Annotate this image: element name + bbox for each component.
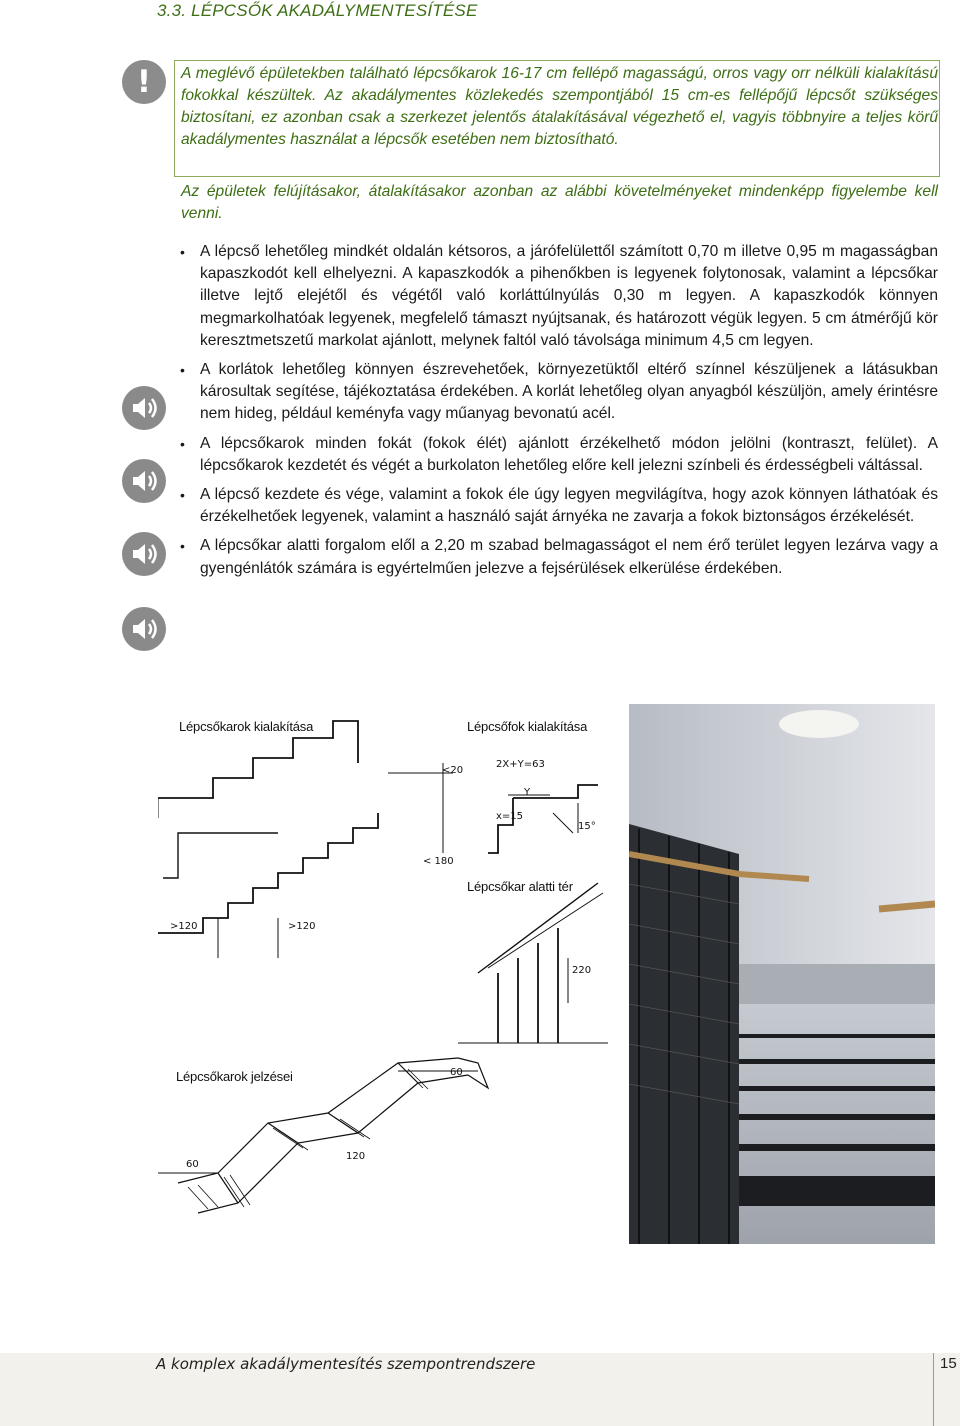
page-number: 15 — [940, 1355, 957, 1372]
speaker-icon — [122, 459, 166, 503]
list-item-text: A lépcső kezdete és vége, valamint a fokok éle úgy legyen megvilágítva, hogy azok könnyen láthatóak és érzékelhetőek legyenek, valamint a használó saját árnyéka ne zavarja a fokok biztonságos érzékelését. — [200, 486, 938, 526]
list-item-text: A korlátok lehetőleg könnyen észrevehetőek, környezetüktől eltérő színnel készüljenek a látásukban károsultak segítése, tájékoztatása érdekében. A korlát lehetőleg olyan anyagból készüljön, amely érintésre nem hideg, például keményfa vagy műanyag bevonatú acél. — [200, 361, 938, 423]
figure-label-stair-markings: Lépcsőkarok jelzései — [176, 1069, 293, 1084]
footer-title: A komplex akadálymentesítés szempontrendszere — [156, 1355, 536, 1373]
annotation: <20 — [442, 765, 464, 776]
speaker-icon — [122, 607, 166, 651]
list-item-text: A lépcső lehetőleg mindkét oldalán kétsoros, a járófelülettől számított 0,70 m illetve 0,95 m magasságban kapaszkodót kell elhelyezni. A kapaszkodók a pihenőkben is legyenek folytonosak, valamint a lépcsőkar illetve lejtő elejétől és végétől való korláttúlnyúlás 0,30 m legyen. A kapaszkodók könnyen megmarkolhatóak legyenek, megfelelő támaszt nyújtsanak, és határozott végük legyen. 5 cm átmérőjű kör keresztmetszetű markolat ajánlott, melynek faltól való távolsága minimum 4,5 cm legyen. — [200, 243, 938, 349]
bullet-dot: • — [180, 362, 185, 379]
stairwell-photo — [629, 704, 935, 1244]
figure-label-stair-design: Lépcsőkarok kialakítása — [179, 719, 314, 734]
annotation: 120 — [346, 1151, 366, 1162]
list-item-text: A lépcsőkar alatti forgalom elől a 2,20 m szabad belmagasságot el nem érő terület legyen lezárva vagy a gyengénlátók számára is egyértelműen jelezve a fejsérülések elkerülése érdekében. — [200, 537, 938, 577]
speaker-icon — [122, 532, 166, 576]
intro-paragraph-2: Az épületek felújításakor, átalakításakor azonban az alábbi követelményeket mindenképp figyelembe kell venni. — [181, 183, 938, 222]
list-item — [178, 484, 938, 528]
annotation: 220 — [572, 965, 592, 976]
annotation: >120 — [288, 921, 316, 932]
bullet-dot: • — [180, 435, 185, 452]
speaker-icon — [122, 386, 166, 430]
figure-label-step-design: Lépcsőfok kialakítása — [467, 719, 588, 734]
list-item-text: A lépcsőkarok minden fokát (fokok élét) ajánlott érzékelhető módon jelölni (kontraszt, felület). A lépcsőkarok kezdetét és végét a burkolaton lehetőleg előre kell jelezni színbeli és érdességbeli váltással. — [200, 434, 938, 474]
requirements-list — [178, 241, 938, 587]
bullet-dot: • — [180, 244, 185, 260]
annotation: 2X+Y=63 — [496, 759, 545, 770]
exclamation-icon: ! — [122, 60, 166, 104]
bullet-dot: • — [180, 538, 185, 555]
annotation: 15° — [578, 821, 596, 832]
section-title: 3.3. LÉPCSŐK AKADÁLYMENTESÍTÉSE — [157, 1, 478, 20]
bullet-dot: • — [180, 487, 185, 504]
list-item — [178, 535, 938, 579]
figure-label-under-stair: Lépcsőkar alatti tér — [467, 879, 573, 894]
list-item — [178, 241, 938, 352]
stair-technical-drawing — [158, 703, 624, 1243]
annotation: Y — [524, 787, 531, 798]
annotation: 60 — [186, 1159, 199, 1170]
annotation: 60 — [450, 1067, 463, 1078]
annotation: x=15 — [496, 811, 524, 822]
footer-separator — [933, 1353, 934, 1426]
annotation: < 180 — [423, 856, 454, 867]
intro-paragraph-1: A meglévő épületekben található lépcsőkarok 16-17 cm fellépő magasságú, orros vagy orr nélküli kialakítású fokokkal készültek. Az akadálymentes közlekedés szempontjából 15 cm-es fellépőjű lépcsőt szükséges biztosítani, ez azonban csak a szerkezet jelentős átalakításával végezhető el, vagyis többnyire a teljes körű akadálymentes használat a lépcsők esetében nem biztosítható. — [181, 65, 938, 148]
list-item — [178, 433, 938, 477]
annotation: >120 — [170, 921, 198, 932]
list-item — [178, 359, 938, 426]
